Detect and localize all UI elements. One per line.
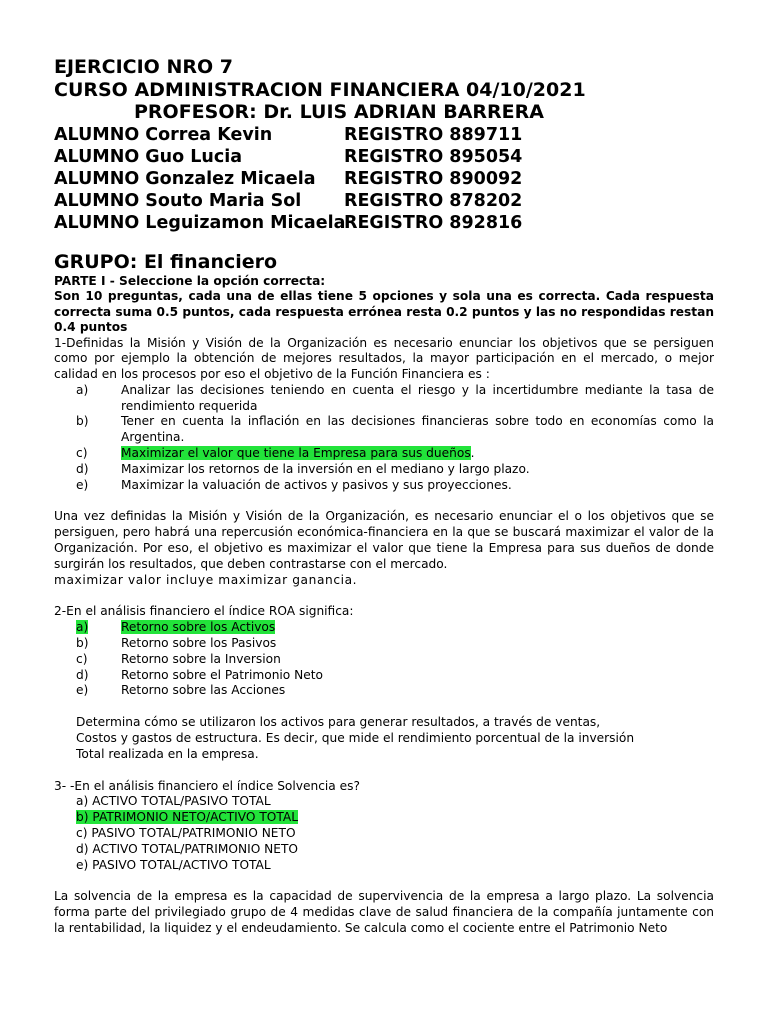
option-row: d) ACTIVO TOTAL/PATRIMONIO NETO: [76, 841, 299, 856]
answer-note-1: maximizar valor incluye maximizar ganancia.: [54, 572, 358, 587]
student-name: ALUMNO Souto Maria Sol: [54, 190, 302, 211]
option-label: e): [76, 477, 89, 492]
option-row-correct: [54, 620, 714, 636]
option-text: [121, 620, 714, 636]
highlighted-answer: b) PATRIMONIO NETO/ACTIVO TOTAL: [76, 810, 299, 825]
option-text: Retorno sobre el Patrimonio Neto: [121, 667, 323, 682]
course-line: CURSO ADMINISTRACION FINANCIERA 04/10/2021: [54, 78, 586, 101]
option-row: [54, 636, 714, 652]
student-row: [54, 124, 714, 146]
option-row: a) ACTIVO TOTAL/PASIVO TOTAL: [76, 794, 271, 809]
option-text: Retorno sobre la Inversion: [121, 651, 281, 666]
question-3-options: [54, 794, 714, 873]
option-label: a): [76, 620, 89, 635]
student-row: [54, 146, 714, 168]
option-text: Retorno sobre las Acciones: [121, 683, 286, 698]
answer-explanation-3: La solvencia de la empresa es la capacidad de supervivencia de la empresa a largo plazo. La solvencia forma parte del privilegiado grupo de 4 medidas clave de salud financiera de la compañía juntamente con la rentabilidad, la liquidez y el endeudamiento. Se calcula como el cociente entre el Patrimonio Neto: [54, 889, 714, 935]
student-registry: REGISTRO 895054: [344, 146, 523, 167]
option-label: c): [76, 651, 88, 666]
question-1: 1-Definidas la Misión y Visión de la Organización es necesario enunciar los objetivos que se persiguen como por ejemplo la obtención de mejores resultados, la mayor participación en el mercado, o mejor calidad en los procesos por eso el objetivo de la Función Financiera es :: [54, 335, 714, 382]
group-name: GRUPO: El financiero: [54, 250, 278, 273]
exercise-title: EJERCICIO NRO 7: [54, 56, 233, 78]
part-title: PARTE I - Seleccione la opción correcta:: [54, 273, 326, 288]
option-text: ACTIVO TOTAL/PASIVO TOTAL: [92, 794, 271, 809]
answer-explanation-1: Una vez definidas la Misión y Visión de la Organización, es necesario enunciar el o los objetivos que se persiguen, pero habrá una repercusión económica-financiera en la que se buscará maximizar el valor de la Organización. Por eso, el objetivo es maximizar el valor que tiene la Empresa para sus dueños de donde surgirán los resultados, que deben contrastarse con el mercado.: [54, 509, 714, 571]
option-label: c): [76, 446, 88, 461]
answer-line: Costos y gastos de estructura. Es decir, que mide el rendimiento porcentual de la inversión: [76, 731, 635, 746]
part-instructions: Son 10 preguntas, cada una de ellas tiene 5 opciones y sola una es correcta. Cada respuesta correcta suma 0.5 puntos, cada respuesta errónea resta 0.2 puntos y las no respondidas restan 0.4 puntos: [54, 289, 714, 334]
professor-line: PROFESOR: Dr. LUIS ADRIAN BARRERA: [134, 101, 544, 123]
student-name: ALUMNO Correa Kevin: [54, 124, 273, 145]
option-text: Tener en cuenta la inflación en las decisiones financieras sobre todo en economías como la Argentina.: [121, 414, 714, 445]
option-label: b): [76, 414, 89, 429]
option-text: Retorno sobre los Pasivos: [121, 636, 277, 651]
option-label: b): [76, 636, 89, 651]
option-text: PASIVO TOTAL/ACTIVO TOTAL: [92, 857, 271, 872]
student-registry: REGISTRO 890092: [344, 168, 523, 189]
option-row: c) PASIVO TOTAL/PATRIMONIO NETO: [76, 826, 296, 841]
student-row: [54, 212, 714, 234]
question-2-options: [54, 620, 714, 699]
student-registry: REGISTRO 878202: [344, 190, 523, 211]
option-row: [54, 414, 714, 446]
student-list: [54, 124, 714, 234]
option-text: Maximizar los retornos de la inversión en el mediano y largo plazo.: [121, 461, 530, 476]
student-row: [54, 168, 714, 190]
highlighted-answer: Maximizar el valor que tiene la Empresa para sus dueños: [121, 446, 471, 461]
option-text: Maximizar la valuación de activos y pasivos y sus proyecciones.: [121, 477, 512, 492]
answer-line: Total realizada en la empresa.: [76, 746, 259, 761]
option-label: d): [76, 667, 89, 682]
answer-suffix: .: [470, 446, 475, 461]
option-label: a): [76, 382, 89, 397]
option-text: [121, 446, 714, 462]
option-row: e) PASIVO TOTAL/ACTIVO TOTAL: [76, 857, 271, 872]
student-name: ALUMNO Leguizamon Micaela: [54, 212, 346, 233]
option-row-correct: [54, 446, 714, 462]
student-row: [54, 190, 714, 212]
student-registry: REGISTRO 892816: [344, 212, 523, 233]
option-text: ACTIVO TOTAL/PATRIMONIO NETO: [92, 841, 299, 856]
option-text: Analizar las decisiones teniendo en cuenta el riesgo y la incertidumbre mediante la tasa de rendimiento requerida: [121, 382, 714, 413]
answer-line: Determina cómo se utilizaron los activos para generar resultados, a través de ventas,: [76, 715, 601, 730]
student-name: ALUMNO Gonzalez Micaela: [54, 168, 316, 189]
question-1-options: [54, 383, 714, 494]
question-2: 2-En el análisis financiero el índice ROA significa:: [54, 604, 354, 619]
option-row-correct: [54, 810, 714, 826]
option-label: d): [76, 461, 89, 476]
option-label: e): [76, 683, 89, 698]
option-text: PASIVO TOTAL/PATRIMONIO NETO: [91, 826, 296, 841]
option-row: [54, 668, 714, 684]
option-row: [54, 462, 714, 478]
option-row: [54, 383, 714, 415]
option-row: [54, 652, 714, 668]
option-row: [54, 683, 714, 699]
question-3: 3- -En el análisis financiero el índice Solvencia es?: [54, 778, 360, 793]
option-row: [54, 478, 714, 494]
student-name: ALUMNO Guo Lucia: [54, 146, 243, 167]
highlighted-answer: Retorno sobre los Activos: [121, 620, 276, 635]
answer-explanation-2: [54, 715, 714, 762]
student-registry: REGISTRO 889711: [344, 124, 523, 145]
